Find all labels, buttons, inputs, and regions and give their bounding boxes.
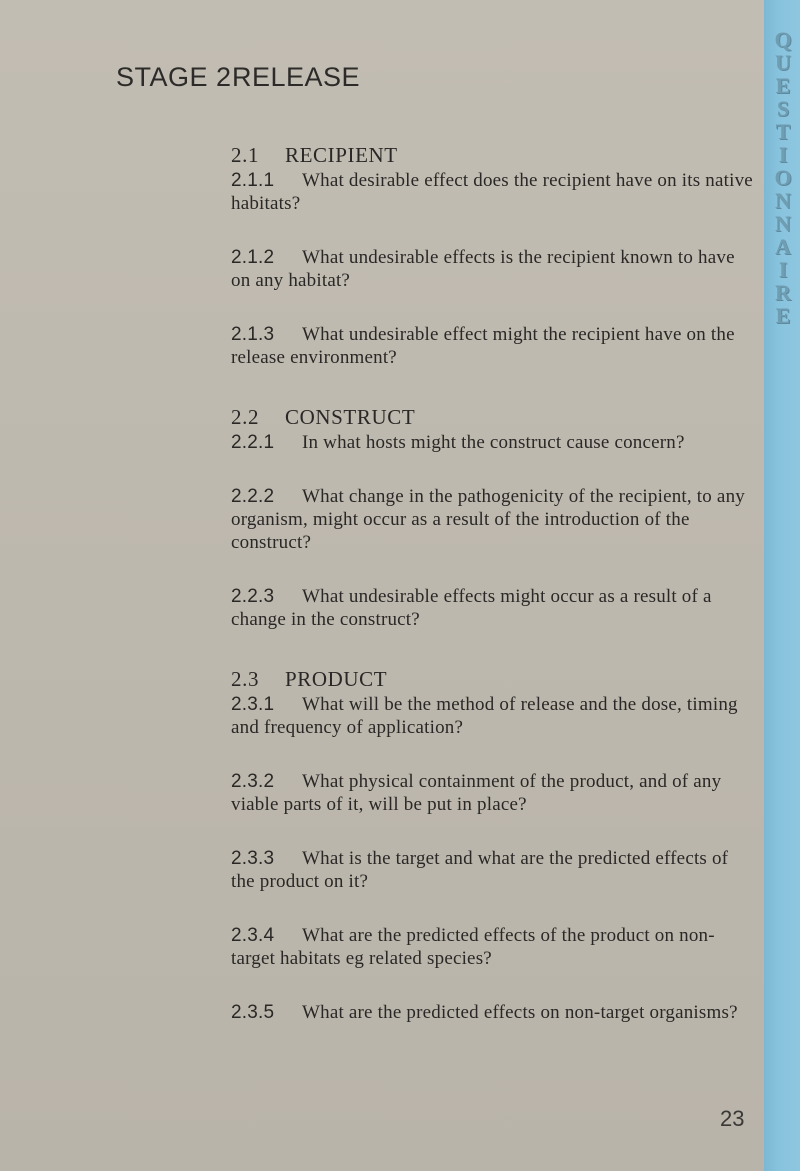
tab-letter: E xyxy=(775,73,791,98)
section-number: 2.2 xyxy=(231,405,260,429)
question-list xyxy=(231,143,754,1060)
question-text: What is the target and what are the predicted effects of the product on it? xyxy=(231,848,729,892)
page-number: 23 xyxy=(720,1106,745,1131)
question-item xyxy=(231,323,754,369)
question-text: What undesirable effects is the recipient known to have on any habitat? xyxy=(231,247,735,291)
question-item xyxy=(231,246,754,292)
question-number: 2.2.1 xyxy=(231,432,275,453)
question-text: What are the predicted effects of the product on non-target habitats eg related species? xyxy=(231,925,715,969)
question-number: 2.3.5 xyxy=(231,1002,275,1023)
question-item xyxy=(231,485,754,554)
question-number: 2.1.2 xyxy=(231,247,275,268)
stage-label: STAGE 2 xyxy=(116,62,232,92)
question-number: 2.1.1 xyxy=(231,170,275,191)
question-text: In what hosts might the construct cause concern? xyxy=(302,432,685,453)
question-item xyxy=(231,431,754,454)
section-title: RECIPIENT xyxy=(285,143,398,167)
tab-letter: N xyxy=(775,188,791,213)
side-tab xyxy=(764,0,800,1171)
tab-letter: N xyxy=(775,211,791,236)
tab-letter: Q xyxy=(774,27,792,52)
section-construct xyxy=(231,405,754,631)
question-number: 2.3.4 xyxy=(231,925,275,946)
question-text: What are the predicted effects on non-target organisms? xyxy=(302,1002,738,1023)
tab-letter: S xyxy=(776,96,790,121)
question-number: 2.1.3 xyxy=(231,324,275,345)
question-number: 2.3.3 xyxy=(231,848,275,869)
question-text: What will be the method of release and the dose, timing and frequency of application? xyxy=(231,694,738,738)
section-title: PRODUCT xyxy=(285,667,388,691)
tab-letter: I xyxy=(778,142,788,167)
page-title: RELEASE xyxy=(232,62,361,92)
question-number: 2.2.3 xyxy=(231,586,275,607)
section-heading xyxy=(231,405,754,429)
section-title: CONSTRUCT xyxy=(285,405,416,429)
question-number: 2.3.1 xyxy=(231,694,275,715)
question-text: What undesirable effect might the recipient have on the release environment? xyxy=(231,324,735,368)
question-text: What physical containment of the product, and of any viable parts of it, will be put in place? xyxy=(231,771,722,815)
section-product xyxy=(231,667,754,1024)
tab-letter: U xyxy=(775,50,791,75)
section-number: 2.3 xyxy=(231,667,260,691)
question-item xyxy=(231,169,754,215)
question-text: What undesirable effects might occur as a result of a change in the construct? xyxy=(231,586,712,630)
question-text: What desirable effect does the recipient have on its native habitats? xyxy=(231,170,753,214)
question-item xyxy=(231,585,754,631)
side-tab-letters xyxy=(768,28,798,327)
section-number: 2.1 xyxy=(231,143,260,167)
question-item xyxy=(231,770,754,816)
section-heading xyxy=(231,143,754,167)
tab-letter: R xyxy=(775,280,791,305)
question-number: 2.3.2 xyxy=(231,771,275,792)
question-item xyxy=(231,1001,754,1024)
question-text: What change in the pathogenicity of the recipient, to any organism, might occur as a result of the introduction of the construct? xyxy=(231,486,745,553)
tab-letter: A xyxy=(775,234,791,259)
tab-letter: O xyxy=(774,165,792,190)
question-item xyxy=(231,847,754,893)
tab-letter: I xyxy=(778,257,788,282)
section-heading xyxy=(231,667,754,691)
question-item xyxy=(231,924,754,970)
tab-letter: E xyxy=(775,303,791,328)
question-number: 2.2.2 xyxy=(231,486,275,507)
question-item xyxy=(231,693,754,739)
section-recipient xyxy=(231,143,754,369)
tab-letter: T xyxy=(775,119,791,144)
